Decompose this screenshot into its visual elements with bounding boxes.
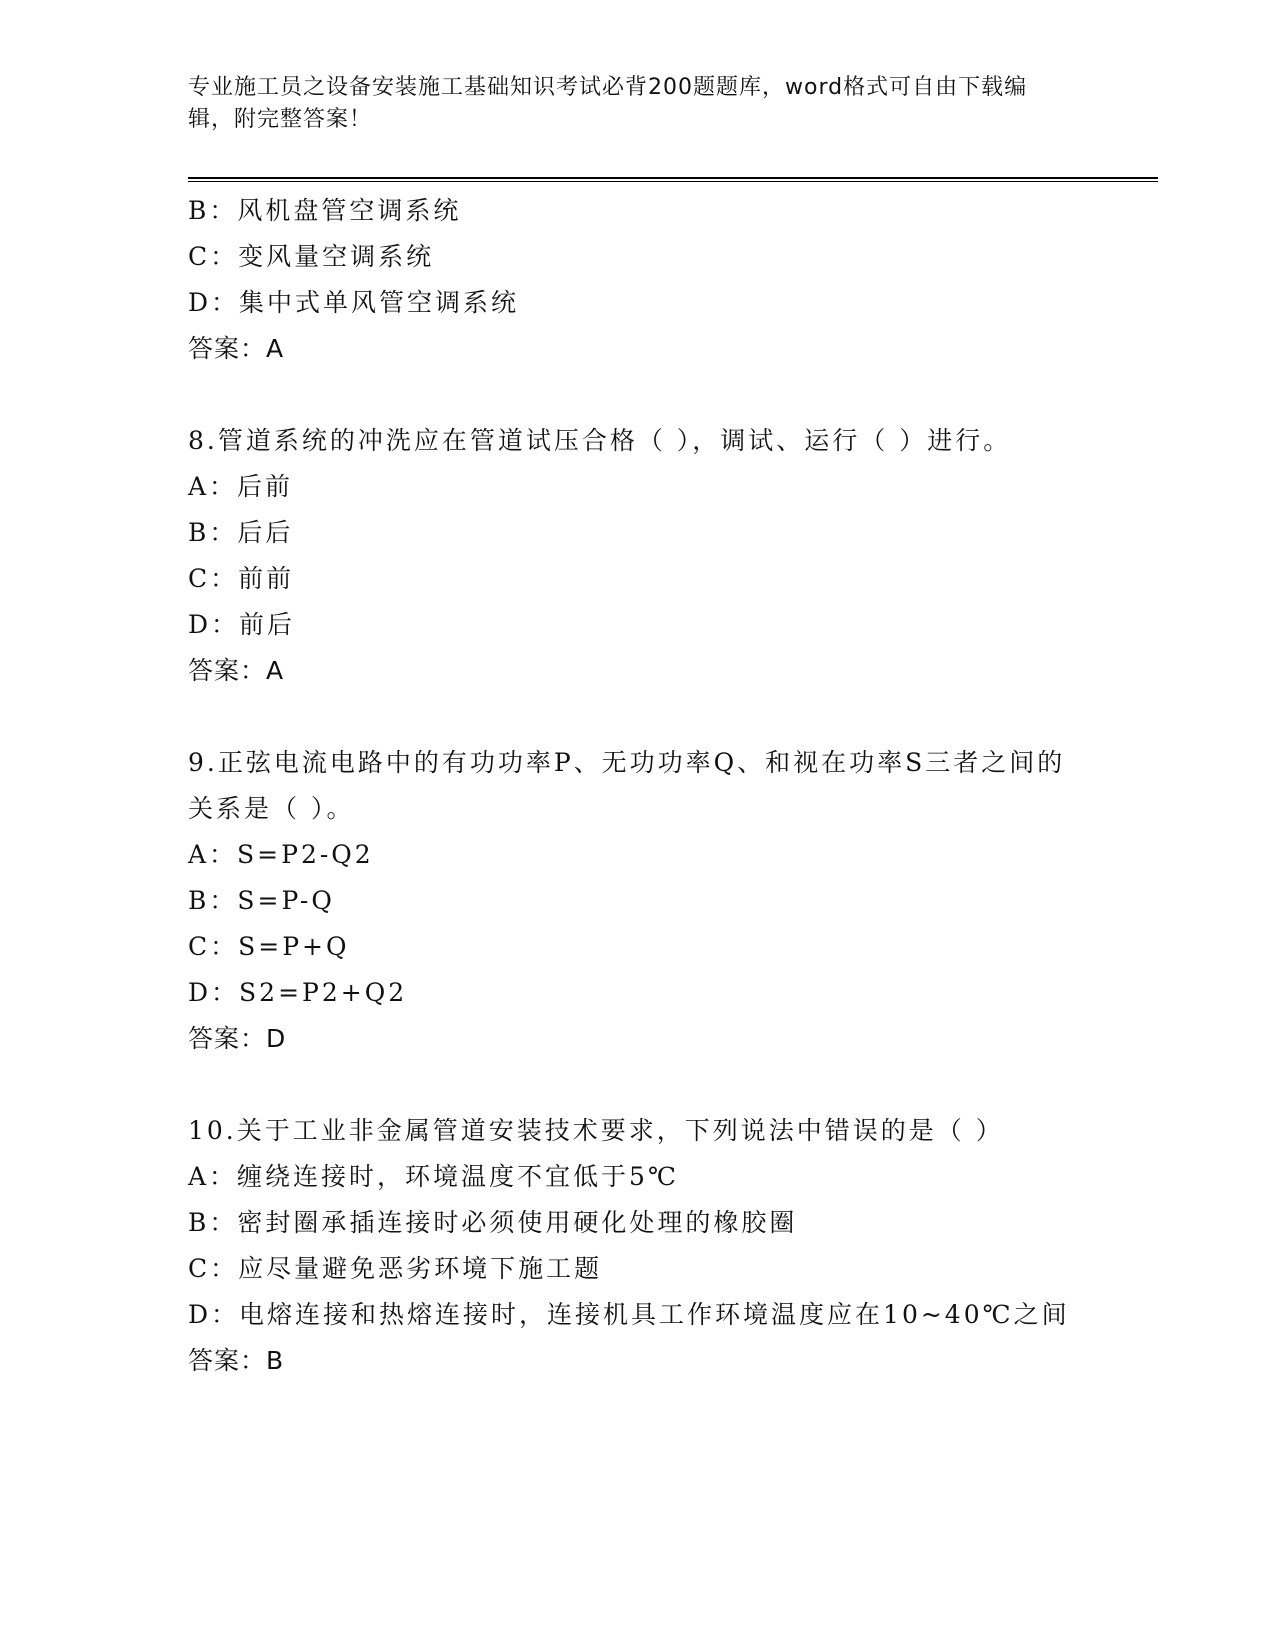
option-b: B：后后 — [188, 518, 294, 547]
answer-line: 答案：A — [188, 656, 285, 685]
option-d: D：电熔连接和热熔连接时，连接机具工作环境温度应在10~40℃之间 — [188, 1300, 1070, 1329]
question-text: 8.管道系统的冲洗应在管道试压合格（ ），调试、运行（ ）进行。 — [188, 426, 1012, 455]
answer-line: 答案：B — [188, 1346, 285, 1375]
question-block — [188, 418, 1148, 694]
answer-line: 答案：D — [188, 1024, 287, 1053]
option-c: C：变风量空调系统 — [188, 242, 435, 271]
option-b: B：风机盘管空调系统 — [188, 196, 462, 225]
option-c: C：前前 — [188, 564, 295, 593]
option-a: A：后前 — [188, 472, 294, 501]
option-d: D：前后 — [188, 610, 296, 639]
option-c: C：应尽量避免恶劣环境下施工题 — [188, 1254, 603, 1283]
option-a: A：缠绕连接时，环境温度不宜低于5℃ — [188, 1162, 679, 1191]
option-a: A：S=P2-Q2 — [188, 840, 374, 869]
page-header: 专业施工员之设备安装施工基础知识考试必背200题题库，word格式可自由下载编辑，附完整答案！ — [188, 75, 1028, 132]
answer-line: 答案：A — [188, 334, 285, 363]
question-text: 9.正弦电流电路中的有功功率P、无功功率Q、和视在功率S三者之间的关系是（ ）。 — [188, 748, 1066, 823]
header-divider — [188, 177, 1158, 182]
question-text: 10.关于工业非金属管道安装技术要求，下列说法中错误的是（ ） — [188, 1116, 1004, 1145]
option-b: B：密封圈承插连接时必须使用硬化处理的橡胶圈 — [188, 1208, 798, 1237]
option-d: D：集中式单风管空调系统 — [188, 288, 520, 317]
option-b: B：S=P-Q — [188, 886, 335, 915]
question-block — [188, 1108, 1148, 1384]
option-c: C：S=P+Q — [188, 932, 350, 961]
question-block — [188, 188, 1148, 372]
option-d: D：S2=P2+Q2 — [188, 978, 408, 1007]
question-block — [188, 740, 1148, 1062]
question-list — [188, 188, 1148, 1384]
